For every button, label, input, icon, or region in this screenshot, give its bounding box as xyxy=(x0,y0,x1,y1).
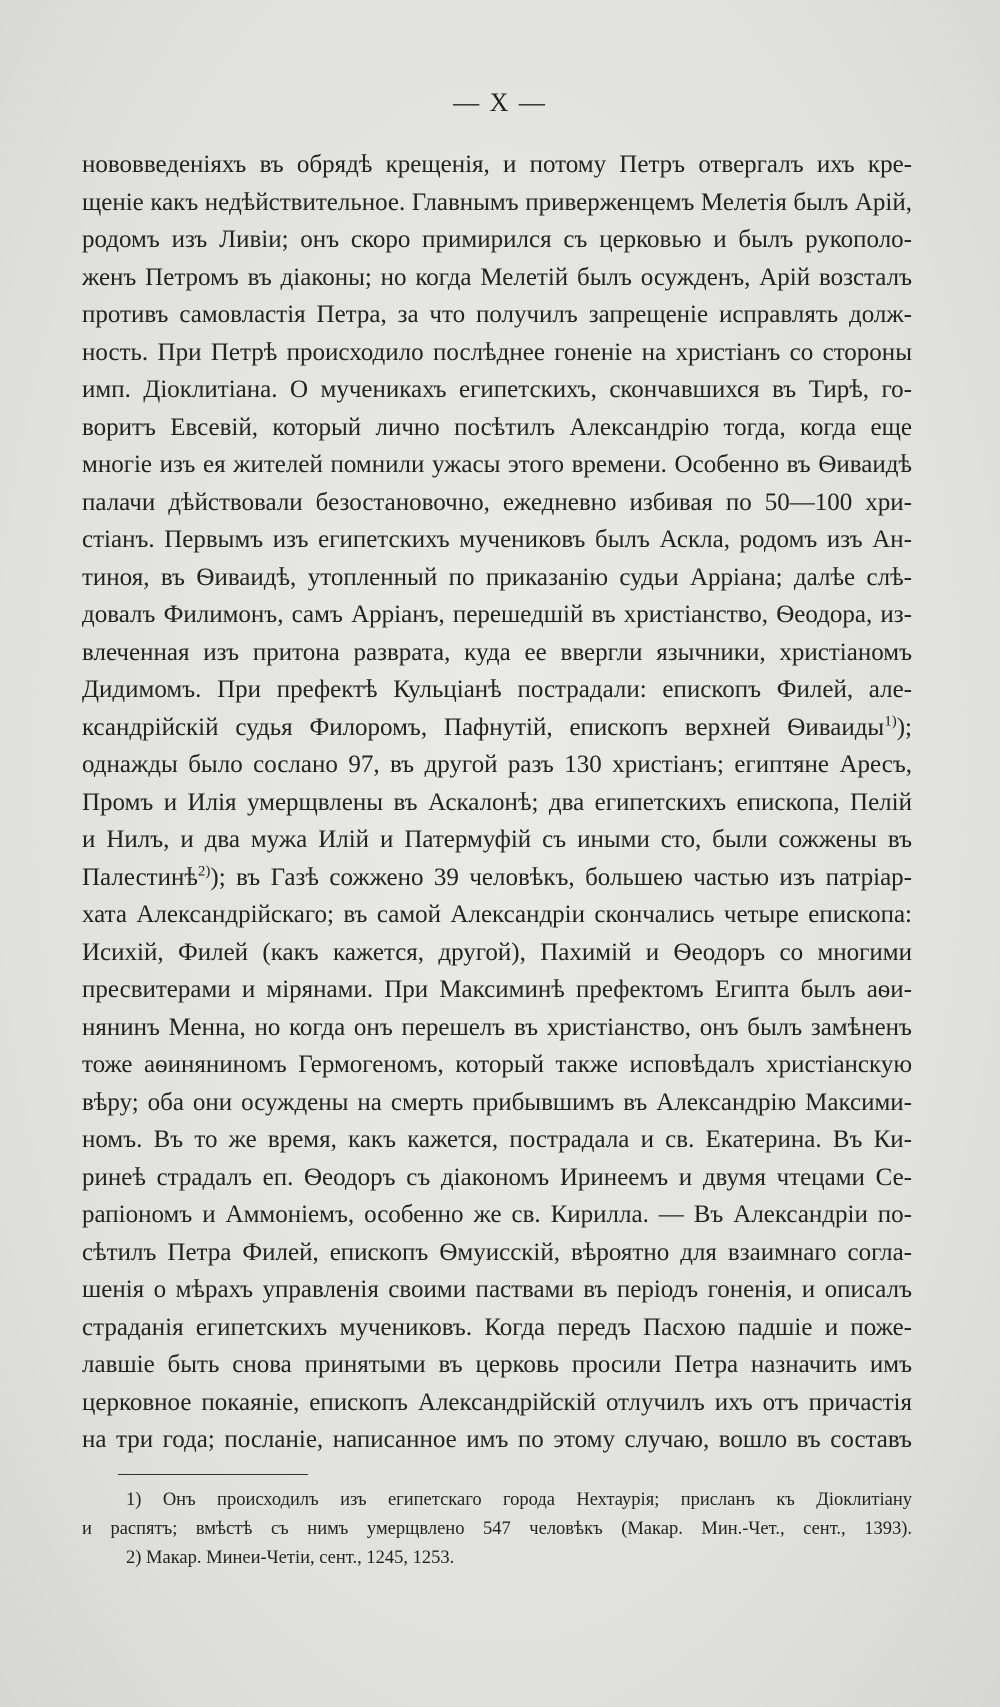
page-number: — X — xyxy=(453,88,547,117)
text-line: церковное покаяніе, епископъ Александрійскій отлучилъ ихъ отъ причастія xyxy=(82,1388,912,1416)
main-text xyxy=(82,146,912,1459)
text-line: многіе изъ ея жителей помнили ужасы этого времени. Особенно въ Ѳиваидѣ xyxy=(82,451,912,478)
text-line: Исихій, Филей (какъ кажется, другой), Пахимій и Ѳеодоръ со многими xyxy=(82,938,912,966)
text-line-with-footnote xyxy=(82,859,912,897)
text-line: женъ Петромъ въ діаконы; но когда Мелетій былъ осужденъ, Арій возсталъ xyxy=(82,263,912,291)
text-line: Промъ и Илія умерщвлены въ Аскалонѣ; два египетскихъ епископа, Пелій xyxy=(82,788,912,816)
text-line: вѣру; оба они осуждены на смерть прибывшимъ въ Александрію Максими- xyxy=(82,1088,912,1116)
footnote-1-line-1: 1) Онъ происходилъ изъ египетскаго города Нехтаурія; присланъ къ Діоклитіану xyxy=(126,1490,912,1510)
text-line: ность. При Петрѣ происходило послѣднее гоненіе на христіанъ со стороны xyxy=(82,338,912,366)
text-segment: ); xyxy=(896,713,912,741)
text-line: однажды было сослано 97, въ другой разъ 130 христіанъ; египтяне Аресъ, xyxy=(82,751,912,778)
text-line: воритъ Евсевій, который лично посѣтилъ Александрію тогда, когда еще xyxy=(82,413,912,441)
footnote-ref-2: 2) xyxy=(197,863,211,880)
text-line: и Нилъ, и два мужа Илій и Патермуфій съ иными сто, были сожжены въ xyxy=(82,826,912,853)
text-line: щеніе какъ недѣйствительное. Главнымъ приверженцемъ Мелетія былъ Арій, xyxy=(82,188,912,216)
text-line: Дидимомъ. При префектѣ Кульціанѣ пострадали: епископъ Филей, але- xyxy=(82,676,912,703)
text-line: лавшіе быть снова принятыми въ церковь просили Петра назначить имъ xyxy=(82,1351,912,1378)
text-line: шенія о мѣрахъ управленія своими паствами въ періодъ гоненія, и описалъ xyxy=(82,1276,912,1303)
footnote-2: 2) Макар. Минеи-Четіи, сент., 1245, 1253. xyxy=(126,1548,455,1568)
text-line-with-footnote xyxy=(82,709,912,747)
text-line: имп. Діоклитіана. О мученикахъ египетскихъ, скончавшихся въ Тирѣ, го- xyxy=(82,376,912,403)
text-line: палачи дѣйствовали безостановочно, ежедневно избивая по 50—100 хри- xyxy=(82,488,912,516)
text-line: рапіономъ и Аммоніемъ, особенно же св. Кирилла. — Въ Александріи по- xyxy=(82,1201,912,1228)
text-line: номъ. Въ то же время, какъ кажется, пострадала и св. Екатерина. Въ Ки- xyxy=(82,1126,912,1153)
text-segment: Палестинѣ xyxy=(82,863,198,891)
text-line: стіанъ. Первымъ изъ египетскихъ мучениковъ былъ Аскла, родомъ изъ Ан- xyxy=(82,526,912,553)
text-segment: ); въ Газѣ сожжено 39 человѣкъ, большею частью изъ патріар- xyxy=(210,863,912,891)
text-line: сѣтилъ Петра Филей, епископъ Ѳмуисскій, вѣроятно для взаимнаго согла- xyxy=(82,1238,912,1266)
text-line: тиноя, въ Ѳиваидѣ, утопленный по приказанію судьи Арріана; далѣе слѣ- xyxy=(82,563,912,591)
text-line: противъ самовластія Петра, за что получилъ запрещеніе исправлять долж- xyxy=(82,301,912,328)
text-segment: ксандрійскій судья Филоромъ, Пафнутій, епископъ верхней Ѳиваиды xyxy=(82,713,885,741)
footnote-divider xyxy=(118,1474,308,1475)
text-line: довалъ Филимонъ, самъ Арріанъ, перешедшій въ христіанство, Ѳеодора, из- xyxy=(82,601,912,628)
text-line: влеченная изъ притона разврата, куда ее ввергли язычники, христіаномъ xyxy=(82,638,912,666)
text-line: хата Александрійскаго; въ самой Александріи скончались четыре епископа: xyxy=(82,901,912,928)
text-line: на три года; посланіе, написанное имъ по этому случаю, вошло въ составъ xyxy=(82,1426,912,1453)
text-line: нянинъ Менна, но когда онъ перешелъ въ христіанство, онъ былъ замѣненъ xyxy=(82,1013,912,1041)
text-line: нововведеніяхъ въ обрядѣ крещенія, и потому Петръ отвергалъ ихъ кре- xyxy=(82,151,912,178)
footnote-1-line-2: и распятъ; вмѣстѣ съ нимъ умерщвлено 547 человѣкъ (Макар. Мин.-Чет., сент., 1393). xyxy=(82,1519,912,1539)
footnotes xyxy=(82,1486,912,1573)
text-line: ринеѣ страдалъ еп. Ѳеодоръ съ діакономъ Иринеемъ и двумя чтецами Се- xyxy=(82,1163,912,1191)
text-line: пресвитерами и мірянами. При Максиминѣ префектомъ Египта былъ аѳи- xyxy=(82,976,912,1003)
footnote-ref-1: 1) xyxy=(884,713,897,730)
text-line: страданія египетскихъ мучениковъ. Когда передъ Пасхою падшіе и поже- xyxy=(82,1313,912,1341)
text-line: тоже аѳиняниномъ Гермогеномъ, который также исповѣдалъ христіанскую xyxy=(82,1051,912,1078)
text-line: родомъ изъ Ливіи; онъ скоро примирился съ церковью и былъ рукополо- xyxy=(82,226,912,253)
